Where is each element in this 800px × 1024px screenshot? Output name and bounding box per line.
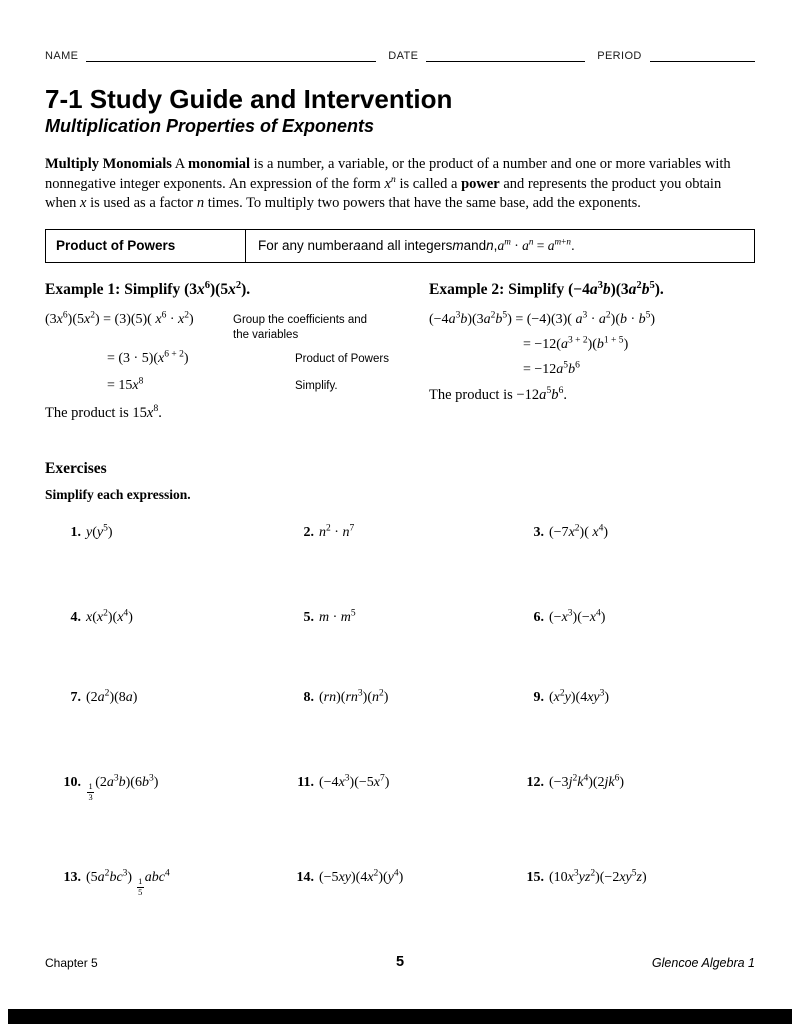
exercise-expression: $\frac{1}{3}$ $(2a^3b)(6b^3)$ <box>88 772 159 802</box>
exercise-number: 13. <box>63 869 81 885</box>
exercise-number: 11. <box>297 774 314 790</box>
name-date-period-row <box>45 48 755 62</box>
step-expression: = $-12a^5b^6$ <box>523 359 580 377</box>
example-step <box>523 334 755 353</box>
exercise-expression: $(rn)(rn^3)(n^2)$ <box>319 687 389 705</box>
exercise-expression: $(2a^2)(8a)$ <box>86 687 138 705</box>
bottom-scan-bar <box>8 1009 792 1024</box>
exercise-expression: $x(x^2)(x^4)$ <box>86 607 133 625</box>
step-annotation: Product of Powers <box>295 352 389 365</box>
rule-box-text: For any number a and all integers m and n , $a^m \cdot a^n = a^{m+n}$ . <box>258 236 575 254</box>
exercise-number: 14. <box>296 869 314 885</box>
example-2-result: The product is $-12a^5b^6$. <box>429 384 568 403</box>
page-footer <box>45 952 755 970</box>
name-fill-line <box>86 48 376 62</box>
exercise-number: 7. <box>70 689 81 705</box>
exercise-number: 8. <box>303 689 314 705</box>
exercise-expression: $(-4x^3)(-5x^7)$ <box>319 772 390 790</box>
footer-page-number: 5 <box>395 954 405 970</box>
exercise-expression: $(-3j^2k^4)(2jk^6)$ <box>549 772 625 790</box>
exercise-item <box>288 522 518 541</box>
exercise-expression: $(-x^3)(-x^4)$ <box>549 607 606 625</box>
exercise-expression: $(-5xy)(4x^2)(y^4)$ <box>319 867 404 885</box>
exercise-number: 4. <box>70 609 81 625</box>
exercise-expression: $y(y^5)$ <box>86 522 113 540</box>
exercise-expression: $(-7x^2)$( $x^4$) <box>549 522 609 540</box>
footer-brand: Glencoe Algebra 1 <box>651 956 755 970</box>
period-label: PERIOD <box>597 50 642 62</box>
exercise-item <box>55 687 288 706</box>
exercise-number: 3. <box>533 524 544 540</box>
step-annotation: Group the coefficients and the variables <box>233 313 368 341</box>
exercise-item <box>518 522 755 541</box>
examples-section <box>45 281 755 422</box>
exercise-number: 5. <box>303 609 314 625</box>
exercise-item <box>518 607 755 626</box>
exercise-expression: $(x^2y)(4xy^3)$ <box>549 687 610 705</box>
exercise-number: 1. <box>70 524 81 540</box>
page-subtitle: Multiplication Properties of Exponents <box>45 116 375 137</box>
step-annotation: Simplify. <box>295 379 338 392</box>
exercise-number: 10. <box>63 774 81 790</box>
step-expression: = $-12(a^{3 + 2})(b^{1 + 5})$ <box>523 334 629 352</box>
page-title: 7-1 Study Guide and Intervention <box>45 84 453 114</box>
name-label: NAME <box>45 50 79 62</box>
exercise-item <box>55 607 288 626</box>
exercise-item <box>288 687 518 706</box>
exercise-item <box>518 687 755 706</box>
step-expression: = $(3 \cdot 5)(x^{6 + 2})$ <box>107 348 189 366</box>
exercise-item <box>55 772 288 803</box>
exercise-expression: $m \cdot m^5$ <box>319 607 356 625</box>
date-fill-line <box>426 48 585 62</box>
footer-chapter: Chapter 5 <box>45 956 98 970</box>
period-fill-line <box>650 48 755 62</box>
example-2 <box>429 281 755 422</box>
intro-paragraph: Multiply Monomials A monomial is a number, a variable, or the product of a number and one or more variables with nonnegative integer exponents. An expression of the form $x^n$ is called a power and represents the product you obtain when x is used as a factor n times. To multiply two powers that have the same base, add the exponents. <box>45 156 731 212</box>
exercise-item <box>288 867 518 886</box>
step-expression: = $15x^8$ <box>107 375 144 393</box>
exercises-section <box>45 460 755 930</box>
step-expression: $(-4a^3b)(3a^2b^5) = (-4)(3)$( $a^3 \cdot a^2)(b \cdot b^5)$ <box>429 309 656 327</box>
example-2-heading: Example 2: Simplify $(-4a^3b)(3a^2b^5)$. <box>429 279 664 298</box>
date-label: DATE <box>388 50 419 62</box>
exercise-number: 9. <box>533 689 544 705</box>
example-step <box>107 348 401 369</box>
example-1 <box>45 281 401 422</box>
example-1-steps <box>45 309 401 396</box>
example-step <box>45 309 401 341</box>
example-1-heading: Example 1: Simplify $(3x^6)(5x^2)$. <box>45 279 251 298</box>
exercise-number: 12. <box>526 774 544 790</box>
rule-box-label: Product of Powers <box>46 230 246 262</box>
exercise-number: 6. <box>533 609 544 625</box>
exercise-item <box>518 867 755 886</box>
exercise-item <box>518 772 755 791</box>
exercise-expression: $(10x^3yz^2)(-2xy^5z)$ <box>549 867 647 885</box>
exercises-grid <box>45 522 755 930</box>
exercise-expression: $n^2 \cdot n^7$ <box>319 522 355 540</box>
exercise-expression: $(5a^2bc^3)$ $\frac{1}{5}$ abc$^4$ <box>86 867 170 897</box>
example-1-result: The product is $15x^8$. <box>45 402 162 421</box>
exercise-number: 15. <box>526 869 544 885</box>
exercise-item <box>288 772 518 791</box>
example-step <box>429 309 755 328</box>
example-2-steps <box>429 309 755 378</box>
exercises-heading: Exercises <box>45 459 107 477</box>
product-of-powers-box <box>45 229 755 263</box>
exercise-item <box>55 867 288 898</box>
example-step <box>107 375 401 396</box>
exercise-number: 2. <box>303 524 314 540</box>
exercises-instruction: Simplify each expression. <box>45 486 191 502</box>
exercise-item <box>288 607 518 626</box>
exercise-item <box>55 522 288 541</box>
step-expression: $(3x^6)(5x^2) = (3)(5)$( $x^6 \cdot x^2$) <box>45 309 194 327</box>
example-step <box>523 359 755 378</box>
